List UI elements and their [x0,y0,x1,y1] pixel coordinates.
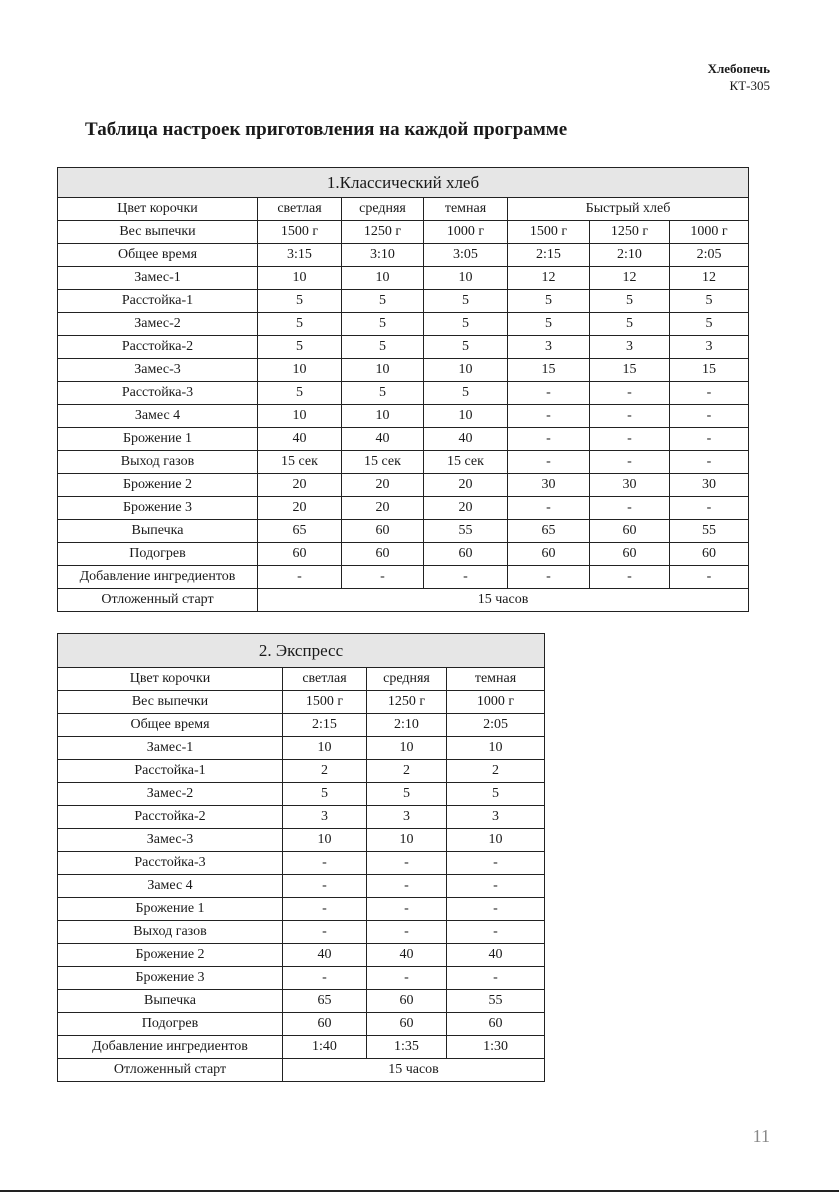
row-label: Брожение 3 [58,967,283,990]
page-number: 11 [752,1126,770,1146]
value-cell: - [283,967,367,990]
table-row [58,520,749,543]
value-cell: 10 [447,829,545,852]
value-cell: 2 [283,760,367,783]
value-cell: - [508,428,590,451]
value-cell: 40 [367,944,447,967]
value-cell: 65 [508,520,590,543]
value-cell: 60 [258,543,342,566]
page-heading: Таблица настроек приготовления на каждой программе [85,119,568,140]
table-row [58,783,545,806]
value-cell: 60 [447,1013,545,1036]
value-cell: - [508,497,590,520]
bottom-rule [0,1190,839,1192]
value-cell: 1:30 [447,1036,545,1059]
weight-cell: 1250 г [367,691,447,714]
row-label: Замес-2 [58,783,283,806]
row-label: Расстойка-2 [58,806,283,829]
table2-delay-row [58,1059,545,1082]
value-cell: 3 [590,336,670,359]
value-cell: - [367,875,447,898]
row-label: Общее время [58,244,258,267]
row-label: Расстойка-3 [58,852,283,875]
value-cell: 30 [670,474,749,497]
value-cell: - [367,967,447,990]
table-row [58,990,545,1013]
row-label: Выпечка [58,990,283,1013]
value-cell: 20 [424,474,508,497]
value-cell: 2:10 [590,244,670,267]
header-brand: Хлебопечь [707,61,770,76]
value-cell: 15 сек [258,451,342,474]
value-cell: - [670,382,749,405]
row-label: Расстойка-3 [58,382,258,405]
value-cell: 10 [424,359,508,382]
value-cell: 5 [342,290,424,313]
row-label: Замес-2 [58,313,258,336]
weight-cell: 1000 г [670,221,749,244]
value-cell: 5 [590,313,670,336]
value-cell: 5 [447,783,545,806]
table2-weight-row [58,691,545,714]
delay-value: 15 часов [258,589,749,612]
table-row [58,405,749,428]
value-cell: 40 [424,428,508,451]
row-label: Выход газов [58,451,258,474]
value-cell: - [283,921,367,944]
value-cell: 40 [447,944,545,967]
quick-bread-header: Быстрый хлеб [508,198,749,221]
value-cell: 10 [342,267,424,290]
value-cell: 60 [508,543,590,566]
row-label: Выпечка [58,520,258,543]
value-cell: 10 [258,405,342,428]
value-cell: - [447,852,545,875]
table-row [58,760,545,783]
value-cell: 55 [670,520,749,543]
table1-title: 1.Классический хлеб [58,168,749,198]
value-cell: 5 [367,783,447,806]
table1-data-rows [58,244,749,589]
value-cell: 5 [258,290,342,313]
value-cell: 5 [342,382,424,405]
row-label: Цвет корочки [58,198,258,221]
value-cell: 5 [590,290,670,313]
value-cell: 3 [670,336,749,359]
table-row [58,875,545,898]
row-label: Брожение 3 [58,497,258,520]
crust-dark: темная [447,668,545,691]
row-label: Брожение 2 [58,944,283,967]
row-label: Расстойка-1 [58,290,258,313]
header-model: КТ-305 [729,78,770,93]
value-cell: 12 [670,267,749,290]
row-label: Брожение 2 [58,474,258,497]
delay-value: 15 часов [283,1059,545,1082]
table-row [58,336,749,359]
row-label: Замес 4 [58,405,258,428]
value-cell: 60 [424,543,508,566]
value-cell: 15 [670,359,749,382]
table-row [58,359,749,382]
value-cell: - [283,898,367,921]
table2-crust-row [58,668,545,691]
value-cell: 2 [447,760,545,783]
value-cell: 40 [283,944,367,967]
value-cell: - [424,566,508,589]
table2-title: 2. Экспресс [58,634,545,668]
value-cell: - [367,898,447,921]
table-row [58,497,749,520]
value-cell: - [283,875,367,898]
table-row [58,451,749,474]
value-cell: 3 [367,806,447,829]
row-label: Вес выпечки [58,691,283,714]
table-row [58,566,749,589]
value-cell: 15 сек [342,451,424,474]
value-cell: - [670,405,749,428]
table-row [58,1013,545,1036]
row-label: Замес-1 [58,267,258,290]
document-header [708,60,770,94]
value-cell: 1:40 [283,1036,367,1059]
value-cell: 10 [447,737,545,760]
row-label: Замес-3 [58,359,258,382]
row-label: Выход газов [58,921,283,944]
table-row [58,244,749,267]
value-cell: 5 [670,290,749,313]
value-cell: 60 [367,1013,447,1036]
table-row [58,944,545,967]
value-cell: 20 [258,497,342,520]
value-cell: 40 [342,428,424,451]
value-cell: 12 [590,267,670,290]
value-cell: - [508,566,590,589]
value-cell: - [447,898,545,921]
row-label: Отложенный старт [58,1059,283,1082]
value-cell: 60 [342,543,424,566]
row-label: Замес-3 [58,829,283,852]
row-label: Общее время [58,714,283,737]
value-cell: 15 [590,359,670,382]
value-cell: 20 [342,497,424,520]
value-cell: 2:15 [283,714,367,737]
value-cell: 2 [367,760,447,783]
value-cell: 55 [424,520,508,543]
value-cell: 5 [424,290,508,313]
table-row [58,967,545,990]
value-cell: - [342,566,424,589]
value-cell: 3 [283,806,367,829]
weight-cell: 1000 г [447,691,545,714]
table2-footer [58,1059,545,1082]
value-cell: 5 [424,313,508,336]
table-row [58,382,749,405]
value-cell: - [670,428,749,451]
value-cell: 55 [447,990,545,1013]
weight-cell: 1250 г [342,221,424,244]
table1-body [58,168,749,244]
value-cell: 60 [367,990,447,1013]
value-cell: - [590,405,670,428]
value-cell: - [590,497,670,520]
weight-cell: 1500 г [508,221,590,244]
value-cell: - [508,382,590,405]
value-cell: - [283,852,367,875]
value-cell: 3 [508,336,590,359]
table1-title-row [58,168,749,198]
value-cell: 5 [342,313,424,336]
row-label: Брожение 1 [58,898,283,921]
value-cell: - [447,967,545,990]
value-cell: 5 [258,336,342,359]
express-settings-table [57,633,545,1082]
value-cell: - [670,566,749,589]
table-row [58,428,749,451]
row-label: Брожение 1 [58,428,258,451]
value-cell: - [508,451,590,474]
table-row [58,313,749,336]
value-cell: 1:35 [367,1036,447,1059]
value-cell: - [367,921,447,944]
value-cell: 10 [424,267,508,290]
table-row [58,267,749,290]
table-row [58,898,545,921]
value-cell: 40 [258,428,342,451]
table1-footer [58,589,749,612]
value-cell: 65 [283,990,367,1013]
row-label: Вес выпечки [58,221,258,244]
value-cell: - [670,497,749,520]
weight-cell: 1000 г [424,221,508,244]
weight-cell: 1250 г [590,221,670,244]
table-row [58,474,749,497]
table-row [58,290,749,313]
value-cell: 5 [670,313,749,336]
table1-crust-row [58,198,749,221]
value-cell: 3:10 [342,244,424,267]
value-cell: 60 [670,543,749,566]
table-row [58,737,545,760]
table-row [58,806,545,829]
value-cell: 65 [258,520,342,543]
value-cell: 2:05 [447,714,545,737]
value-cell: 60 [342,520,424,543]
value-cell: 60 [590,543,670,566]
value-cell: 12 [508,267,590,290]
value-cell: 5 [424,336,508,359]
crust-medium: средняя [367,668,447,691]
value-cell: 5 [508,290,590,313]
value-cell: 10 [342,405,424,428]
value-cell: 60 [283,1013,367,1036]
row-label: Замес-1 [58,737,283,760]
row-label: Добавление ингредиентов [58,566,258,589]
crust-dark: темная [424,198,508,221]
table-row [58,829,545,852]
row-label: Расстойка-1 [58,760,283,783]
value-cell: - [590,566,670,589]
row-label: Подогрев [58,543,258,566]
row-label: Замес 4 [58,875,283,898]
value-cell: 10 [367,737,447,760]
value-cell: - [670,451,749,474]
table1-weight-row [58,221,749,244]
table2-title-row [58,634,545,668]
crust-light: светлая [258,198,342,221]
value-cell: 10 [424,405,508,428]
value-cell: 2:10 [367,714,447,737]
value-cell: 15 [508,359,590,382]
value-cell: 15 сек [424,451,508,474]
row-label: Цвет корочки [58,668,283,691]
crust-light: светлая [283,668,367,691]
value-cell: 5 [424,382,508,405]
value-cell: 5 [508,313,590,336]
row-label: Отложенный старт [58,589,258,612]
value-cell: 10 [342,359,424,382]
table-row [58,852,545,875]
table-row [58,921,545,944]
row-label: Добавление ингредиентов [58,1036,283,1059]
classic-bread-settings-table [57,167,749,612]
value-cell: 3:15 [258,244,342,267]
value-cell: - [590,428,670,451]
crust-medium: средняя [342,198,424,221]
value-cell: 3:05 [424,244,508,267]
weight-cell: 1500 г [258,221,342,244]
value-cell: 3 [447,806,545,829]
table-row [58,714,545,737]
value-cell: - [508,405,590,428]
value-cell: 10 [283,829,367,852]
value-cell: 5 [283,783,367,806]
table-row [58,543,749,566]
value-cell: 30 [508,474,590,497]
row-label: Подогрев [58,1013,283,1036]
value-cell: 20 [342,474,424,497]
value-cell: 2:15 [508,244,590,267]
value-cell: 10 [367,829,447,852]
row-label: Расстойка-2 [58,336,258,359]
weight-cell: 1500 г [283,691,367,714]
value-cell: - [447,875,545,898]
table-row [58,1036,545,1059]
value-cell: 20 [258,474,342,497]
value-cell: 2:05 [670,244,749,267]
value-cell: 10 [258,359,342,382]
value-cell: 20 [424,497,508,520]
value-cell: 10 [258,267,342,290]
table2-data-rows [58,714,545,1059]
value-cell: 60 [590,520,670,543]
value-cell: - [367,852,447,875]
value-cell: - [447,921,545,944]
value-cell: 5 [258,313,342,336]
value-cell: 10 [283,737,367,760]
value-cell: 5 [258,382,342,405]
value-cell: 5 [342,336,424,359]
value-cell: - [590,451,670,474]
value-cell: 30 [590,474,670,497]
value-cell: - [590,382,670,405]
table2-body [58,634,545,714]
table1-delay-row [58,589,749,612]
value-cell: - [258,566,342,589]
